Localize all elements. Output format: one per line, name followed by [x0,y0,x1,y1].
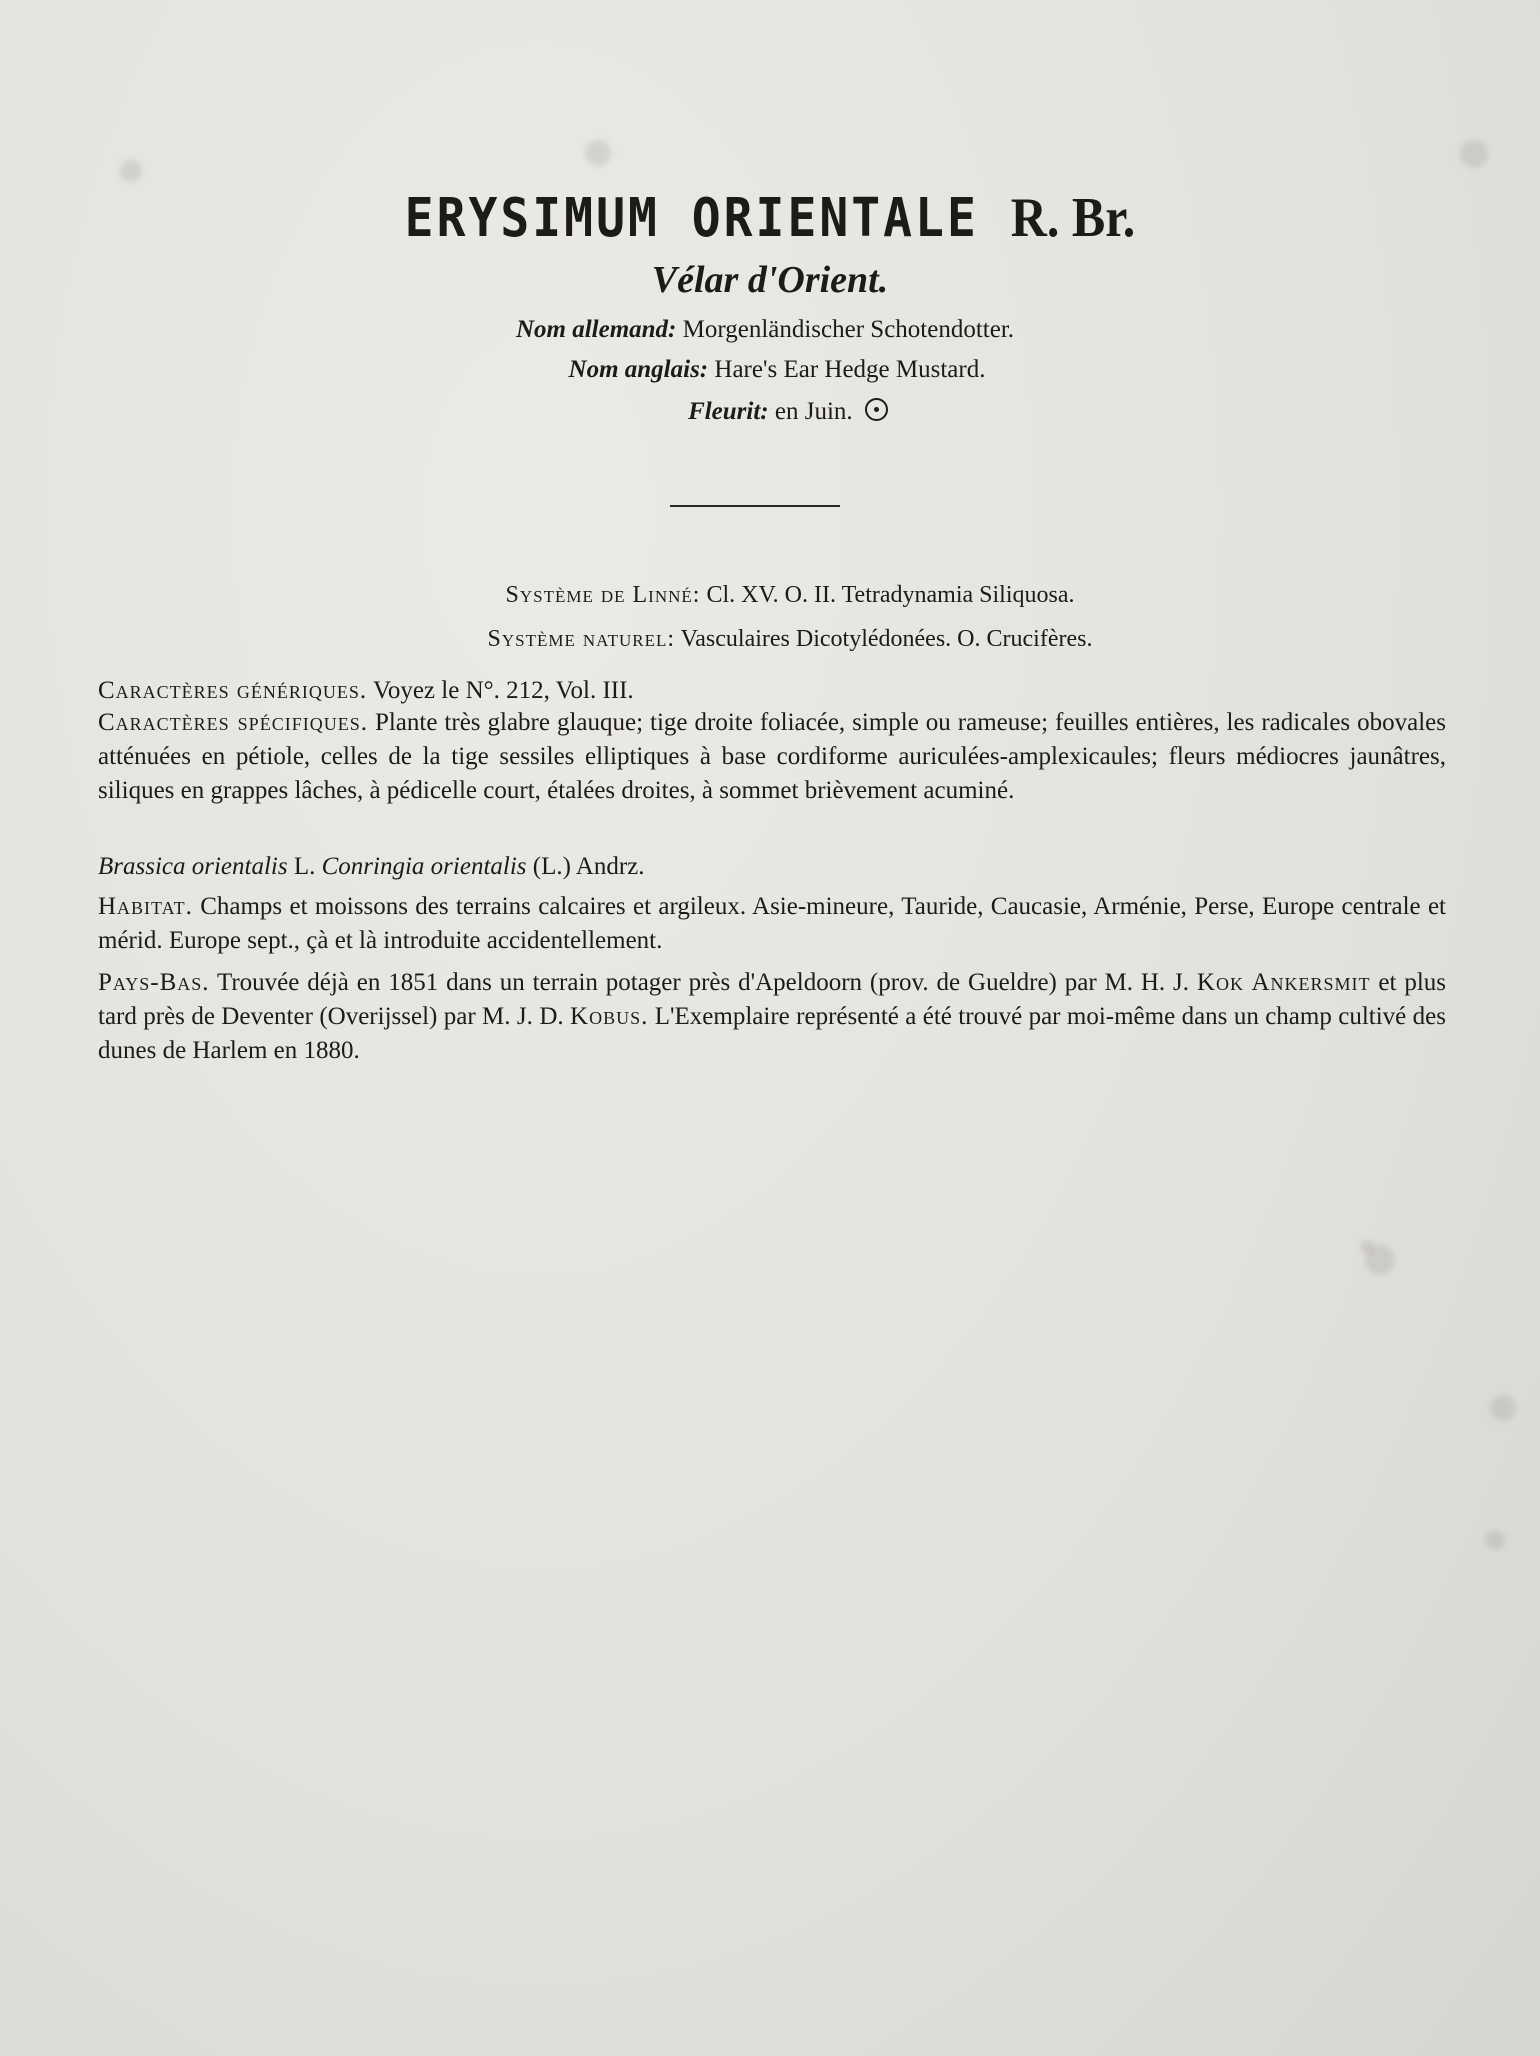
species-name: ERYSIMUM ORIENTALE [404,186,979,250]
flowering-label: Fleurit: [688,398,769,425]
common-name: Vélar d'Orient. [651,259,889,301]
synonym-1-author: L. [293,853,316,880]
species-author: R. Br. [1010,185,1136,249]
flowering-value: en Juin. [774,398,853,425]
generic-characters-text: Voyez le N°. 212, Vol. III. [373,677,634,704]
habitat-label: Habitat. [98,893,193,920]
linnean-system-value: Cl. XV. O. II. Tetradynamia Siliquosa. [706,582,1075,608]
foxing-spot [1490,1395,1516,1421]
german-name-label: Nom allemand: [515,316,677,343]
natural-system-value: Vasculaires Dicotylédonées. O. Crucifères. [680,626,1093,652]
pays-bas-text-2: et plus tard près de Deventer (Overijssel) par M. J. D. [98,969,1446,1030]
natural-system-label: Système naturel: [487,626,676,652]
synonym-2-author: (L.) Andrz. [532,853,645,880]
annual-plant-icon [865,398,888,421]
pays-bas-label: Pays-Bas. [98,969,210,996]
german-name-value: Morgenländischer Schotendotter. [682,316,1015,343]
foxing-spot [1485,1530,1505,1550]
synonym-2: Conringia orientalis [321,853,527,880]
pays-bas [98,966,1446,1068]
generic-characters-label: Caractères génériques. [98,677,368,704]
collector-name-2: Kobus. [570,1003,649,1030]
flowering-line [18,398,1540,426]
foxing-spot [120,160,142,182]
divider [670,505,840,507]
collector-name-1: Kok Ankersmit [1196,969,1371,996]
english-name-value: Hare's Ear Hedge Mustard. [714,356,986,383]
pays-bas-text-1: Trouvée déjà en 1851 dans un terrain potager près d'Apeldoorn (prov. de Gueldre) par M. H. J. [216,969,1190,996]
german-name-line [0,316,1535,344]
synonym-1: Brassica orientalis [98,853,288,880]
foxing-spot [1460,140,1488,168]
habitat [98,890,1446,958]
natural-system-line [20,626,1540,653]
pays-bas-text-3: L'Exemplaire représenté a été trouvé par moi-même dans un champ cultivé des dunes de Harlem en 1880. [98,1003,1447,1064]
specific-characters-label: Caractères spécifiques. [98,709,368,736]
page-title [0,185,1540,250]
synonyms [98,850,1446,884]
foxing-spot [1360,1240,1374,1254]
specific-characters-text: Plante très glabre glauque; tige droite foliacée, simple ou rameuse; feuilles entières, les radicales obovales atténuées en pétiole, celles de la tige sessiles elliptiques à base cordiforme auriculées-amplexicaules; fleurs médiocres jaunâtres, siliques en grappes lâches, à pédicelle court, étalées droites, à sommet brièvement acuminé. [98,709,1447,804]
habitat-text: Champs et moissons des terrains calcaires et argileux. Asie-mineure, Tauride, Caucasie, Arménie, Perse, Europe centrale et mérid. Europe sept., çà et là introduite accidentellement. [98,893,1447,954]
specific-characters [98,706,1446,808]
english-name-label: Nom anglais: [568,356,709,383]
linnean-system-line [20,582,1540,609]
generic-characters [98,674,1446,708]
foxing-spot [585,140,611,166]
english-name-line [7,356,1540,384]
linnean-system-label: Système de Linné: [505,582,701,608]
